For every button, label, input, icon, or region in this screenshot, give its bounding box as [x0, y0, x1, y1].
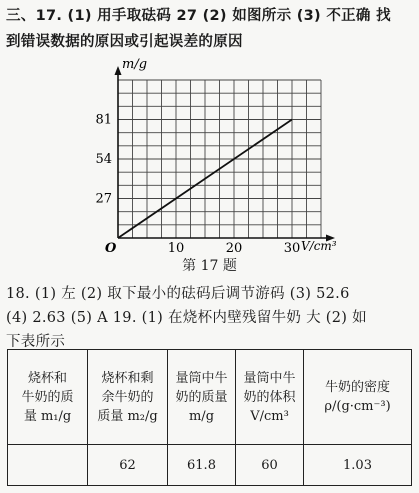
answer-line-17b: 到错误数据的原因或引起误差的原因	[6, 34, 243, 50]
table-header-cell: 量筒中牛 奶的质量 m/g	[168, 350, 236, 445]
table-header-cell: 量筒中牛 奶的体积 V/cm³	[236, 350, 304, 445]
answer-line-17a: 三、17. (1) 用手取砝码 27 (2) 如图所示 (3) 不正确 找	[6, 8, 391, 24]
table-cell: 62	[88, 445, 168, 486]
origin-label: O	[105, 241, 117, 256]
table-cell: 61.8	[168, 445, 236, 486]
x-tick-label: 10	[167, 241, 185, 256]
y-tick-label: 54	[95, 152, 112, 167]
table-header-row	[8, 350, 412, 445]
table-header-cell: 烧杯和 牛奶的质 量 m₁/g	[8, 350, 88, 445]
table-cell: 1.03	[304, 445, 412, 486]
table-cell	[8, 445, 88, 486]
data-table	[7, 349, 412, 486]
answer-line-19b: 下表所示	[6, 334, 66, 350]
x-axis-label: V/cm³	[301, 239, 337, 253]
y-tick-label: 81	[95, 112, 112, 128]
answer-line-18	[6, 282, 350, 303]
y-tick-label: 27	[95, 191, 112, 207]
x-tick-label: 20	[225, 241, 243, 256]
y-axis-label: m/g	[122, 57, 148, 72]
answer-line-18-text: 18. (1) 左 (2) 取下最小的砝码后调节游码 (3) 52.6	[6, 286, 350, 302]
figure-caption: 第 17 题	[182, 258, 237, 274]
table-header-cell: 牛奶的密度 ρ/(g·cm⁻³)	[304, 350, 412, 445]
table-cell: 60	[236, 445, 304, 486]
answer-line-19a: (4) 2.63 (5) A 19. (1) 在烧杯内壁残留牛奶 大 (2) 如	[6, 310, 367, 326]
chart-axes	[115, 66, 336, 242]
table-header-cell: 烧杯和剩 余牛奶的 质量 m₂/g	[88, 350, 168, 445]
y-axis-arrow	[115, 66, 122, 75]
table-row	[8, 445, 412, 486]
chart-grid	[118, 80, 321, 238]
x-tick-label: 30	[283, 241, 301, 256]
chart-ticks	[95, 57, 336, 256]
